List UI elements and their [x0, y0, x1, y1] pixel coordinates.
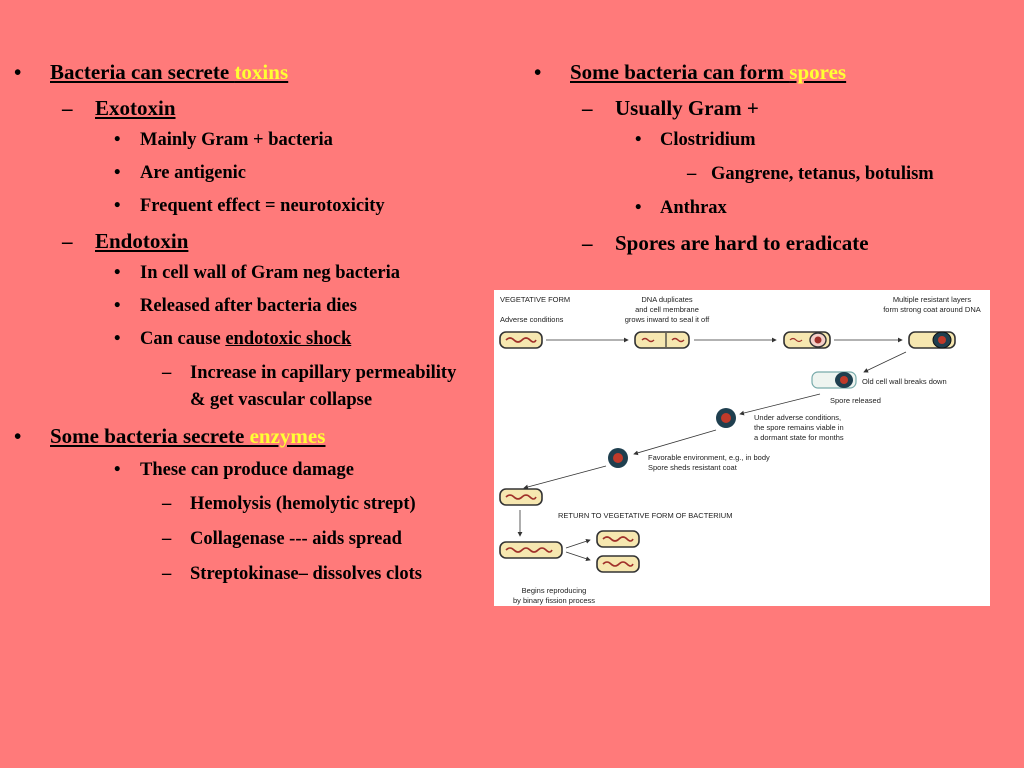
- bullet-dot: •: [114, 163, 121, 183]
- dash: –: [162, 363, 172, 383]
- endo-item-text: Released after bacteria dies: [140, 296, 357, 316]
- arrow: [740, 394, 820, 414]
- endo-sub-item: [0, 360, 490, 414]
- clostridium-sub-text: Gangrene, tetanus, botulism: [711, 164, 934, 184]
- bullet-toxins-text: [50, 58, 288, 86]
- label-adverse-3: a dormant state for months: [754, 433, 844, 442]
- label-adverse-1: Under adverse conditions,: [754, 413, 842, 422]
- endotoxin-heading: [0, 227, 490, 255]
- spore-formation-diagram: [494, 290, 990, 606]
- returned-vegetative-cell: [500, 489, 542, 505]
- enzyme-sub-item: [0, 526, 490, 553]
- arrow: [566, 540, 590, 548]
- dash: –: [162, 529, 172, 549]
- bullet-dot: •: [635, 130, 642, 150]
- toxins-highlight: toxins: [234, 60, 289, 84]
- label-favorable-2: Spore sheds resistant coat: [648, 463, 737, 472]
- bullet-enzymes: [0, 422, 490, 450]
- endo-item-text: In cell wall of Gram neg bacteria: [140, 263, 400, 283]
- label-adverse-2: the spore remains viable in: [754, 423, 844, 432]
- gram-item: [520, 94, 1010, 122]
- arrow: [864, 352, 906, 372]
- enzymes-prefix: Some bacteria secrete: [50, 424, 250, 448]
- dash: –: [62, 96, 73, 120]
- spores-prefix: Some bacteria can form: [570, 60, 790, 84]
- dash: –: [582, 231, 593, 255]
- endotoxic-shock-term: endotoxic shock: [225, 329, 352, 349]
- label-dna-3: grows inward to seal it off: [624, 315, 710, 324]
- spores-highlight: spores: [789, 60, 847, 84]
- label-favorable-1: Favorable environment, e.g., in body: [648, 453, 770, 462]
- bullet-dot: •: [114, 329, 121, 349]
- bullet-toxins: [0, 58, 490, 86]
- arrow: [634, 430, 716, 454]
- label-spore-released: Spore released: [830, 396, 881, 405]
- daughter-cell: [597, 556, 639, 572]
- bullet-dot: •: [114, 263, 121, 283]
- clostridium-sub-item: [520, 161, 1010, 188]
- label-return: RETURN TO VEGETATIVE FORM OF BACTERIUM: [558, 511, 733, 520]
- exo-item: [0, 194, 490, 218]
- hard-item: [520, 229, 1010, 257]
- label-old-wall: Old cell wall breaks down: [862, 377, 947, 386]
- bullet-dot: •: [14, 60, 22, 84]
- anthrax-text: Anthrax: [660, 198, 727, 218]
- label-dna-1: DNA duplicates: [641, 295, 693, 304]
- bullet-enzymes-text: [50, 422, 325, 450]
- label-vegetative-form: VEGETATIVE FORM: [500, 295, 571, 304]
- endo-item: [0, 294, 490, 318]
- forespore-cell: [784, 332, 830, 348]
- enzyme-sub-text: Streptokinase– dissolves clots: [190, 564, 422, 584]
- dash: –: [582, 96, 593, 120]
- exo-item-text: Are antigenic: [140, 163, 247, 183]
- bullet-spores-text: [570, 58, 846, 86]
- toxins-prefix: Bacteria can secrete: [50, 60, 235, 84]
- label-layers-1: Multiple resistant layers: [892, 295, 972, 304]
- enzyme-item-text: These can produce damage: [140, 460, 354, 480]
- arrow: [566, 552, 590, 560]
- enzyme-item: [0, 458, 490, 482]
- enzyme-sub-text: Hemolysis (hemolytic strept): [190, 494, 416, 514]
- label-begins-1: Begins reproducing: [521, 586, 587, 595]
- clostridium-item: [520, 128, 1010, 152]
- exo-item-text: Frequent effect = neurotoxicity: [140, 196, 385, 216]
- gram-text: Usually Gram +: [615, 96, 759, 120]
- bullet-dot: •: [114, 460, 121, 480]
- dormant-spore: [716, 408, 736, 428]
- elongated-cell: [500, 542, 562, 558]
- vegetative-cell: [500, 332, 542, 348]
- enzyme-sub-item: [0, 561, 490, 588]
- endo-item3-prefix: Can cause: [140, 329, 226, 349]
- enzyme-sub-item: [0, 491, 490, 518]
- label-layers-2: form strong coat around DNA: [883, 305, 981, 314]
- bullet-dot: •: [534, 60, 542, 84]
- bullet-dot: •: [114, 130, 121, 150]
- exo-item: [0, 128, 490, 152]
- exotoxin-heading: [0, 94, 490, 122]
- exotoxin-label: Exotoxin: [95, 96, 176, 120]
- dash: –: [162, 564, 172, 584]
- bullet-spores: [520, 58, 1010, 86]
- endotoxin-label: Endotoxin: [95, 229, 189, 253]
- exo-item: [0, 161, 490, 185]
- endo-item: [0, 327, 490, 351]
- dividing-cell: [635, 332, 689, 348]
- germinating-spore: [608, 448, 628, 468]
- enzymes-highlight: enzymes: [249, 424, 326, 448]
- bullet-dot: •: [114, 196, 121, 216]
- spore-released-cell: [812, 372, 856, 388]
- label-begins-2: by binary fission process: [512, 596, 596, 605]
- endo-item: [0, 261, 490, 285]
- endo-item-text: [140, 327, 351, 351]
- label-adverse-conditions: Adverse conditions: [500, 315, 564, 324]
- arrow: [524, 466, 606, 488]
- dash: –: [687, 164, 697, 184]
- dash: –: [162, 494, 172, 514]
- dash: –: [62, 229, 73, 253]
- daughter-cell: [597, 531, 639, 547]
- bullet-dot: •: [635, 198, 642, 218]
- enzyme-sub-text: Collagenase --- aids spread: [190, 529, 402, 549]
- exo-item-text: Mainly Gram + bacteria: [140, 130, 333, 150]
- coated-spore-cell: [909, 332, 955, 348]
- clostridium-text: Clostridium: [660, 130, 756, 150]
- left-column: [0, 58, 490, 596]
- right-column: [520, 58, 1010, 263]
- anthrax-item: [520, 196, 1010, 220]
- endo-sub-text: Increase in capillary permeability & get vascular collapse: [190, 363, 457, 410]
- label-dna-2: and cell membrane: [635, 305, 699, 314]
- hard-text: Spores are hard to eradicate: [615, 231, 869, 255]
- bullet-dot: •: [14, 424, 22, 448]
- bullet-dot: •: [114, 296, 121, 316]
